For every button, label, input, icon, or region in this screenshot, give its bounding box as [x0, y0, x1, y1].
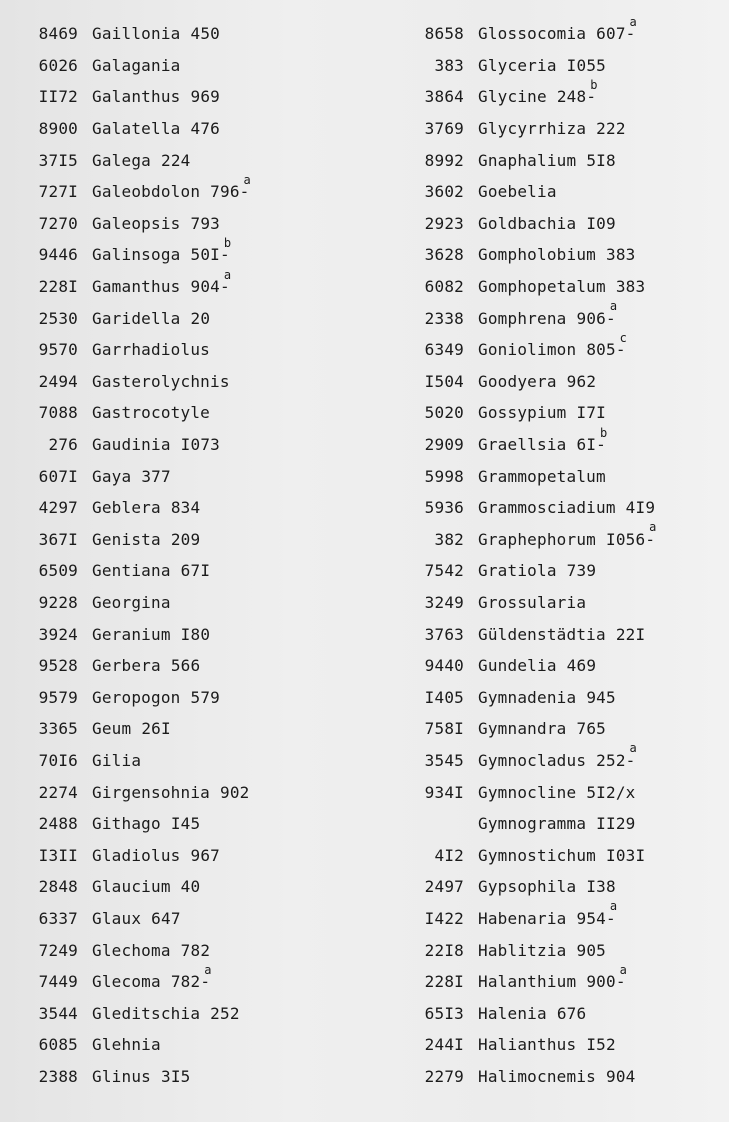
entry-number: 6026 — [38, 55, 78, 75]
genus-name: Gossypium — [478, 403, 567, 423]
entry-number: 3544 — [38, 1003, 78, 1023]
entry-number: 383 — [434, 55, 464, 75]
genus-name: Galanthus — [92, 87, 181, 107]
genus-name: Glossocomia — [478, 24, 587, 44]
entry-number: 2494 — [38, 371, 78, 391]
right-entry-row — [408, 208, 708, 240]
entry-number: 2388 — [38, 1066, 78, 1086]
genus-name: Halianthus — [478, 1035, 577, 1055]
genus-name: Galatella — [92, 119, 181, 139]
left-entry-row — [22, 555, 352, 587]
left-entry-row — [22, 871, 352, 903]
right-entry-row — [408, 713, 708, 745]
left-entry-row — [22, 962, 352, 998]
genus-name: Gentiana — [92, 561, 171, 581]
superscript-letter: a — [609, 899, 618, 914]
genus-name: Gnaphalium — [478, 150, 577, 170]
genus-name: Gaya — [92, 466, 132, 486]
genus-name: Genista — [92, 529, 161, 549]
right-entry-row — [408, 144, 708, 176]
left-entry-row — [22, 366, 352, 398]
left-entry-row — [22, 776, 352, 808]
entry-number: 367I — [38, 529, 78, 549]
entry-number: 2279 — [424, 1066, 464, 1086]
genus-name: Gymnocline — [478, 782, 577, 802]
genus-name: Geropogon — [92, 687, 181, 707]
entry-number: 9570 — [38, 340, 78, 360]
page-reference: 969 — [190, 87, 220, 107]
right-entry-row — [408, 520, 708, 556]
entry-number: 3628 — [424, 245, 464, 265]
left-entry-row — [22, 618, 352, 650]
entry-number: 2488 — [38, 814, 78, 834]
page-reference: 383 — [615, 277, 646, 297]
page-reference: 383 — [606, 245, 636, 265]
genus-name: Habenaria — [478, 908, 567, 928]
entry-number: 382 — [434, 529, 464, 549]
entry-number: 3924 — [38, 624, 78, 644]
genus-name: Glyceria — [478, 55, 557, 75]
genus-name: Graphephorum — [478, 529, 596, 549]
page-reference: 5I2/x — [586, 782, 636, 802]
left-entry-row — [22, 1029, 352, 1061]
page-reference: 962 — [566, 371, 597, 391]
genus-name: Geum — [92, 719, 132, 739]
entry-number: I3II — [38, 845, 78, 865]
genus-name: Gundelia — [478, 656, 557, 676]
page-reference: 945 — [586, 687, 616, 707]
left-entry-row — [22, 650, 352, 682]
left-entry-row — [22, 934, 352, 966]
genus-name: Gilia — [92, 750, 142, 770]
entry-number: 2274 — [38, 782, 78, 802]
page-reference: I03I — [606, 845, 646, 865]
genus-name: Gompholobium — [478, 245, 596, 265]
page-reference: I38 — [586, 877, 616, 897]
superscript-letter: a — [649, 520, 657, 535]
genus-name: Glechoma — [92, 940, 171, 960]
left-entry-row — [22, 208, 352, 240]
right-entry-row — [408, 492, 708, 524]
genus-name: Gerbera — [92, 656, 161, 676]
page-reference: 20 — [190, 308, 211, 328]
left-entry-row — [22, 81, 352, 113]
genus-name: Gamanthus — [92, 277, 181, 297]
entry-number: 244I — [424, 1035, 464, 1055]
page-reference: 739 — [566, 561, 597, 581]
page-reference: 248- — [556, 87, 597, 107]
superscript-letter: c — [619, 330, 628, 345]
entry-number: 6349 — [424, 340, 464, 360]
genus-name: Gratiola — [478, 561, 557, 581]
right-entry-row — [408, 176, 708, 208]
genus-name: Gleditschia — [92, 1003, 201, 1023]
entry-number: 70I6 — [38, 750, 78, 770]
page-reference: I45 — [170, 814, 201, 834]
entry-number: 8900 — [38, 119, 78, 139]
left-entry-row — [22, 839, 352, 871]
page-reference: 566 — [170, 656, 201, 676]
genus-name: Goebelia — [478, 182, 557, 202]
entry-number: 9579 — [38, 687, 78, 707]
page-reference: 3I5 — [161, 1066, 191, 1086]
superscript-letter: a — [243, 172, 251, 187]
entry-number: II72 — [38, 87, 78, 107]
genus-name: Galega — [92, 150, 151, 170]
right-entry-row — [408, 113, 708, 145]
entry-number: 6082 — [424, 277, 464, 297]
page-reference: 252- — [596, 750, 636, 770]
left-entry-row — [22, 808, 352, 840]
right-entry-row — [408, 77, 708, 113]
genus-name: Galinsoga — [92, 245, 181, 265]
entry-number: I405 — [424, 687, 464, 707]
right-entry-row — [408, 271, 708, 303]
genus-name: Güldenstädtia — [478, 624, 606, 644]
left-entry-row — [22, 235, 352, 271]
entry-number: 607I — [38, 466, 78, 486]
genus-name: Gaillonia — [92, 24, 181, 44]
page-reference: I073 — [180, 435, 221, 455]
entry-number: 5998 — [424, 466, 464, 486]
entry-number: 3602 — [424, 182, 464, 202]
right-entry-row — [408, 776, 708, 808]
page-reference: I7I — [576, 403, 606, 423]
genus-name: Hablitzia — [478, 940, 567, 960]
entry-number: 3864 — [424, 87, 464, 107]
page-reference: I80 — [180, 624, 211, 644]
genus-name: Glycyrrhiza — [478, 119, 587, 139]
right-entry-row — [408, 808, 708, 840]
genus-name: Glaucium — [92, 877, 171, 897]
genus-name: Girgensohnia — [92, 782, 210, 802]
entry-number: 8992 — [424, 150, 464, 170]
right-entry-row — [408, 50, 708, 82]
superscript-letter: b — [600, 425, 608, 440]
entry-number: 7270 — [38, 213, 78, 233]
entry-number: 9528 — [38, 656, 78, 676]
genus-name: Graellsia — [478, 435, 567, 455]
entry-number: 9440 — [424, 656, 464, 676]
entry-number: 5936 — [424, 498, 464, 518]
genus-name: Gladiolus — [92, 845, 181, 865]
entry-number: 3249 — [424, 592, 464, 612]
left-entry-row — [22, 1061, 352, 1093]
page-reference: 647 — [151, 908, 181, 928]
genus-name: Gaudinia — [92, 435, 171, 455]
genus-name: Georgina — [92, 592, 171, 612]
genus-name: Goldbachia — [478, 213, 577, 233]
left-entry-row — [22, 713, 352, 745]
page-reference: 796- — [210, 182, 250, 202]
right-entry-row — [408, 366, 708, 398]
superscript-letter: a — [204, 962, 212, 977]
genus-name: Glycine — [478, 87, 547, 107]
genus-name: Gastrocotyle — [92, 403, 210, 423]
right-entry-row — [408, 239, 708, 271]
page-reference: 4I9 — [625, 498, 656, 518]
page-reference: 904- — [190, 277, 230, 297]
page-reference: II29 — [596, 814, 636, 834]
right-entry-row — [408, 871, 708, 903]
genus-name: Gasterolychnis — [92, 371, 230, 391]
entry-number: 22I8 — [424, 940, 464, 960]
entry-number: 2530 — [38, 308, 78, 328]
genus-name: Gymnostichum — [478, 845, 596, 865]
page-reference: 26I — [141, 719, 171, 739]
right-entry-row — [408, 425, 708, 461]
right-entry-row — [408, 1029, 708, 1061]
page-reference: 222 — [596, 119, 626, 139]
left-entry-row — [22, 397, 352, 429]
right-entry-row — [408, 681, 708, 713]
entry-number: 7088 — [38, 403, 78, 423]
page-reference: 782 — [180, 940, 211, 960]
superscript-letter: a — [609, 299, 618, 314]
entry-number: 727I — [38, 182, 78, 202]
page-reference: I055 — [566, 55, 607, 75]
left-entry-row — [22, 302, 352, 334]
genus-name: Geblera — [92, 498, 161, 518]
page-reference: 209 — [170, 529, 201, 549]
page-reference: 765 — [576, 719, 606, 739]
genus-name: Gymnocladus — [478, 750, 587, 770]
left-entry-row — [22, 172, 352, 208]
left-column — [22, 18, 352, 1092]
page-reference: 906- — [576, 308, 616, 328]
entry-number: 228I — [424, 972, 464, 992]
genus-name: Goodyera — [478, 371, 557, 391]
genus-name: Gymnandra — [478, 719, 567, 739]
entry-number: 8469 — [38, 24, 78, 44]
page-reference: 252 — [210, 1003, 240, 1023]
right-entry-row — [408, 962, 708, 998]
genus-name: Goniolimon — [478, 340, 577, 360]
left-entry-row — [22, 334, 352, 366]
right-entry-row — [408, 934, 708, 966]
right-entry-row — [408, 899, 708, 935]
page-reference: 900- — [586, 972, 626, 992]
page-reference: 6I- — [576, 435, 606, 455]
left-entry-row — [22, 144, 352, 176]
left-entry-row — [22, 681, 352, 713]
page-reference: 22I — [615, 624, 646, 644]
superscript-letter: a — [629, 741, 637, 756]
right-entry-row — [408, 555, 708, 587]
genus-name: Geranium — [92, 624, 171, 644]
genus-name: Gymnadenia — [478, 687, 577, 707]
superscript-letter: a — [629, 14, 637, 29]
genus-name: Grossularia — [478, 592, 587, 612]
right-entry-row — [408, 839, 708, 871]
entry-number: 4297 — [38, 498, 78, 518]
page-reference: 50I- — [190, 245, 230, 265]
page-reference: 904 — [606, 1066, 636, 1086]
page-reference: 377 — [141, 466, 171, 486]
page-reference: 450 — [190, 24, 220, 44]
entry-number: I422 — [424, 908, 464, 928]
genus-name: Grammosciadium — [478, 498, 616, 518]
right-entry-row — [408, 14, 708, 50]
genus-name: Glinus — [92, 1066, 151, 1086]
genus-name: Galeopsis — [92, 213, 181, 233]
genus-name: Gomphrena — [478, 308, 567, 328]
genus-name: Glaux — [92, 908, 142, 928]
page-reference: 905 — [576, 940, 606, 960]
entry-number: 276 — [48, 435, 78, 455]
superscript-letter: a — [619, 962, 628, 977]
right-entry-row — [408, 397, 708, 429]
genus-name: Glecoma — [92, 972, 161, 992]
entry-number: 37I5 — [38, 150, 78, 170]
right-column — [408, 14, 708, 1092]
superscript-letter: b — [590, 77, 598, 92]
entry-number: 2909 — [424, 435, 464, 455]
entry-number: 7449 — [38, 972, 78, 992]
right-entry-row — [408, 618, 708, 650]
page-reference: 805- — [586, 340, 626, 360]
entry-number: 2848 — [38, 877, 78, 897]
page-reference: 902 — [220, 782, 250, 802]
page-reference: 676 — [556, 1003, 587, 1023]
page-reference: 67I — [180, 561, 211, 581]
left-entry-row — [22, 587, 352, 619]
left-entry-row — [22, 460, 352, 492]
genus-name: Gymnogramma — [478, 814, 587, 834]
genus-name: Galeobdolon — [92, 182, 201, 202]
genus-name: Halanthium — [478, 972, 577, 992]
entry-number: 3763 — [424, 624, 464, 644]
page-reference: 476 — [190, 119, 220, 139]
left-entry-row — [22, 18, 352, 50]
right-entry-row — [408, 330, 708, 366]
left-entry-row — [22, 524, 352, 556]
entry-number: 6337 — [38, 908, 78, 928]
page-reference: 469 — [566, 656, 597, 676]
left-entry-row — [22, 429, 352, 461]
page-reference: 40 — [180, 877, 201, 897]
entry-number: 9228 — [38, 592, 78, 612]
superscript-letter: b — [223, 235, 232, 250]
entry-number: 2923 — [424, 213, 464, 233]
page-reference: 967 — [190, 845, 220, 865]
right-entry-row — [408, 741, 708, 777]
page-reference: 834 — [170, 498, 201, 518]
genus-name: Halenia — [478, 1003, 547, 1023]
genus-name: Grammopetalum — [478, 466, 606, 486]
left-entry-row — [22, 267, 352, 303]
right-entry-row — [408, 460, 708, 492]
entry-number: 3365 — [38, 719, 78, 739]
entry-number: 9446 — [38, 245, 78, 265]
left-entry-row — [22, 997, 352, 1029]
genus-name: Gomphopetalum — [478, 277, 606, 297]
entry-number: 6509 — [38, 561, 78, 581]
page-reference: I09 — [586, 213, 616, 233]
genus-name: Garidella — [92, 308, 181, 328]
left-entry-row — [22, 113, 352, 145]
left-entry-row — [22, 903, 352, 935]
genus-name: Garrhadiolus — [92, 340, 210, 360]
right-entry-row — [408, 299, 708, 334]
entry-number: 2338 — [424, 308, 464, 328]
entry-number: 3545 — [424, 750, 464, 770]
entry-number: 2497 — [424, 877, 464, 897]
genus-name: Githago — [92, 814, 161, 834]
genus-name: Galagania — [92, 55, 181, 75]
page-reference: 224 — [161, 150, 191, 170]
entry-number: 228I — [38, 277, 78, 297]
superscript-letter: a — [223, 267, 232, 282]
entry-number: 4I2 — [434, 845, 464, 865]
page-reference: 793 — [190, 213, 220, 233]
page-reference: I52 — [586, 1035, 616, 1055]
page-reference: I056- — [606, 529, 656, 549]
entry-number: 3769 — [424, 119, 464, 139]
entry-number: 5020 — [424, 403, 464, 423]
entry-number: 758I — [424, 719, 464, 739]
entry-number: I504 — [424, 371, 464, 391]
entry-number: 6085 — [38, 1035, 78, 1055]
entry-number: 65I3 — [424, 1003, 464, 1023]
right-entry-row — [408, 1061, 708, 1093]
right-entry-row — [408, 650, 708, 682]
entry-number: 7542 — [424, 561, 464, 581]
page-reference: 579 — [190, 687, 220, 707]
genus-name: Halimocnemis — [478, 1066, 596, 1086]
entry-number: 8658 — [424, 24, 464, 44]
page-reference: 607- — [596, 24, 636, 44]
genus-name: Gypsophila — [478, 877, 577, 897]
right-entry-row — [408, 587, 708, 619]
left-entry-row — [22, 745, 352, 777]
entry-number: 7249 — [38, 940, 78, 960]
genus-name: Glehnia — [92, 1035, 161, 1055]
left-entry-row — [22, 50, 352, 82]
entry-number: 934I — [424, 782, 464, 802]
page-reference: 782- — [170, 972, 211, 992]
page-reference: 954- — [576, 908, 616, 928]
page-reference: 5I8 — [586, 150, 616, 170]
right-entry-row — [408, 997, 708, 1029]
left-entry-row — [22, 492, 352, 524]
